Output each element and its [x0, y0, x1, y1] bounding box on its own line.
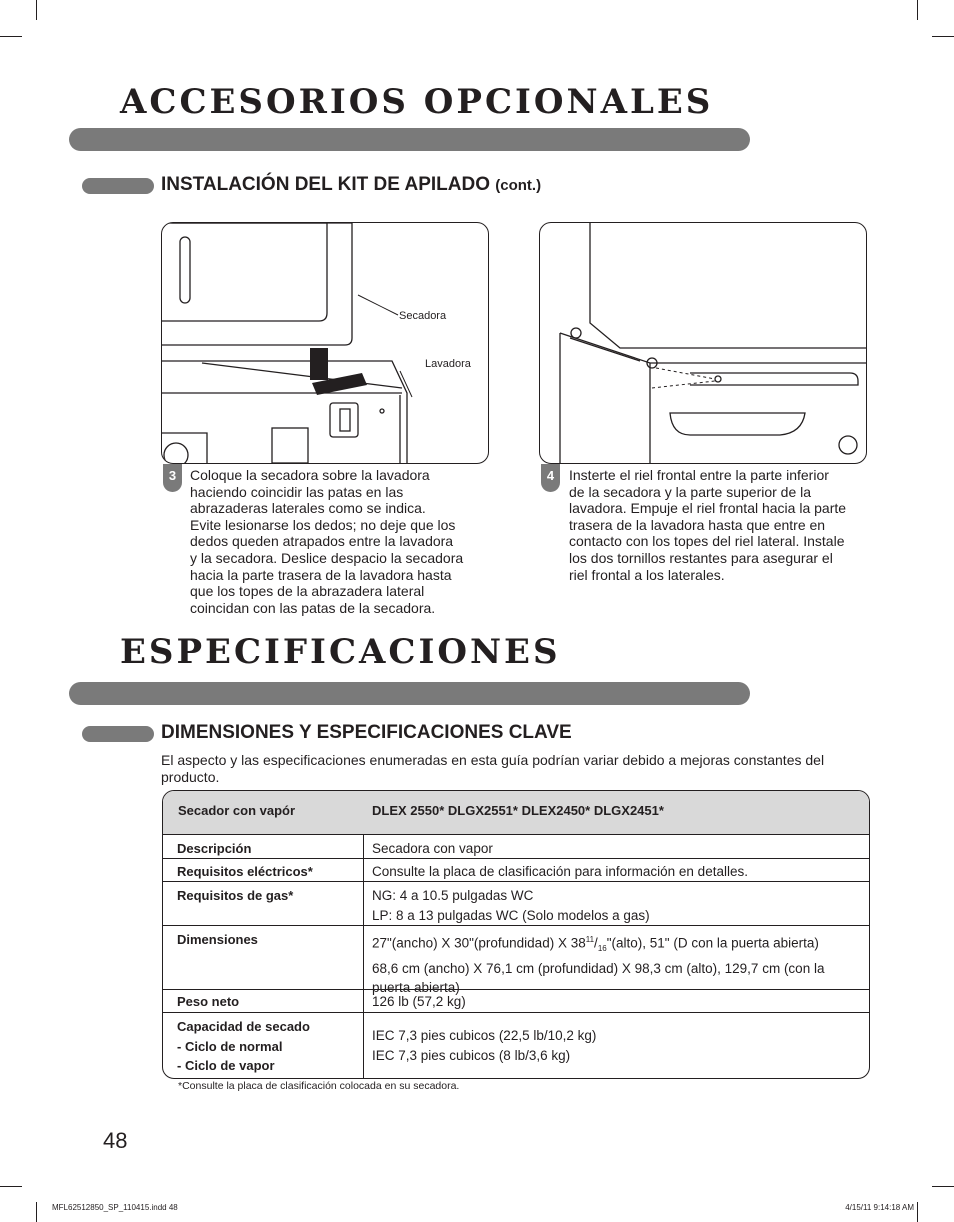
crop-mark — [36, 1202, 37, 1222]
row-value: 126 lb (57,2 kg) — [372, 994, 466, 1009]
table-header — [163, 791, 869, 835]
value-line: NG: 4 a 10.5 pulgadas WC — [372, 888, 534, 903]
print-slug-file: MFL62512850_SP_110415.indd 48 — [52, 1203, 178, 1212]
subheading-marker — [82, 726, 154, 742]
crop-mark — [932, 36, 954, 37]
step-number-4: 4 — [541, 464, 560, 492]
table-row — [163, 926, 869, 996]
table-row — [163, 1013, 869, 1078]
row-value — [372, 886, 862, 925]
dryer-leg — [310, 348, 328, 380]
value-line: IEC 7,3 pies cubicos (8 lb/3,6 kg) — [372, 1047, 571, 1063]
row-value: Consulte la placa de clasificación para información en detalles. — [372, 864, 748, 879]
crop-mark — [917, 0, 918, 20]
step-4-instructions: Insterte el riel frontal entre la parte inferior de la secadora y la parte superior de la lavadora. Empuje el riel frontal hacia la parte trasera de la lavadora hasta que entre en contacto con los topes del riel lateral. Instale los dos tornillos restantes para asegurar el riel frontal a los laterales. — [569, 467, 847, 583]
crop-mark — [917, 1202, 918, 1222]
illustration-step-3 — [161, 222, 489, 464]
crop-mark — [932, 1186, 954, 1187]
row-value: Secadora con vapor — [372, 841, 493, 856]
subheading-marker — [82, 178, 154, 194]
label-washer: Lavadora — [425, 358, 471, 370]
step-number-3: 3 — [163, 464, 182, 492]
crop-mark — [0, 36, 22, 37]
illustration-step-4 — [539, 222, 867, 464]
row-key: Capacidad de secado - Ciclo de normal - Ciclo de vapor — [177, 1019, 310, 1073]
row-key: Peso neto — [177, 994, 240, 1009]
dryer-on-washer-illustration — [162, 223, 488, 463]
specifications-table — [162, 790, 870, 1079]
crop-mark — [36, 0, 37, 20]
table-row — [163, 835, 869, 859]
value-line: IEC 7,3 pies cubicos (22,5 lb/10,2 kg) — [372, 1028, 597, 1043]
subheading-dimensiones: DIMENSIONES Y ESPECIFICACIONES CLAVE — [161, 722, 572, 743]
table-footnote: *Consulte la placa de clasificación colocada en su secadora. — [178, 1080, 460, 1092]
step-3-instructions: Coloque la secadora sobre la lavadora haciendo coincidir las patas en las abrazaderas laterales como se indica. Evite lesionarse los dedos; no deje que los dedos queden atrapados entre la lavadora y la secadora. Deslice despacio la secadora hacia la parte trasera de la lavadora hasta que los topes de la abrazadera lateral coincidan con las patas de la secadora. — [190, 467, 464, 616]
row-key: Requisitos eléctricos* — [177, 864, 313, 879]
row-key: Dimensiones — [177, 932, 258, 947]
value-line: LP: 8 a 13 pulgadas WC (Solo modelos a gas) — [372, 907, 650, 923]
subheading-kit-apilado: INSTALACIÓN DEL KIT DE APILADO (cont.) — [161, 174, 542, 195]
section-title-especificaciones: ESPECIFICACIONES — [120, 632, 561, 672]
section-divider-bar — [69, 682, 750, 705]
row-key: Descripción — [177, 841, 252, 856]
value-line: 27"(ancho) X 30"(profundidad) X $38^{11}/_{16}"(alto)$, 51" (D con la puerta abierta) — [372, 935, 819, 954]
row-value — [372, 930, 862, 998]
label-dryer: Secadora — [399, 310, 447, 322]
header-models: DLEX 2550* DLGX2551* DLEX2450* DLGX2451* — [372, 803, 664, 818]
print-slug-timestamp: 4/15/11 9:14:18 AM — [845, 1203, 914, 1212]
row-key: Requisitos de gas* — [177, 888, 294, 903]
intro-paragraph: El aspecto y las especificaciones enumeradas en esta guía podrían variar debido a mejoras constantes del producto. — [161, 752, 825, 785]
crop-mark — [0, 1186, 22, 1187]
table-row — [163, 859, 869, 882]
header-product-label: Secador con vapór — [178, 803, 296, 818]
row-value — [372, 1026, 862, 1065]
section-title-accesorios: ACCESORIOS OPCIONALES — [120, 82, 714, 122]
value-line: 68,6 cm (ancho) X 76,1 cm (profundidad) X 98,3 cm (alto), 129,7 cm (con la puerta abierta) — [372, 960, 825, 996]
table-row — [163, 882, 869, 926]
section-divider-bar — [69, 128, 750, 151]
front-rail-illustration — [540, 223, 866, 463]
table-row — [163, 990, 869, 1013]
page-number: 48 — [103, 1128, 128, 1153]
